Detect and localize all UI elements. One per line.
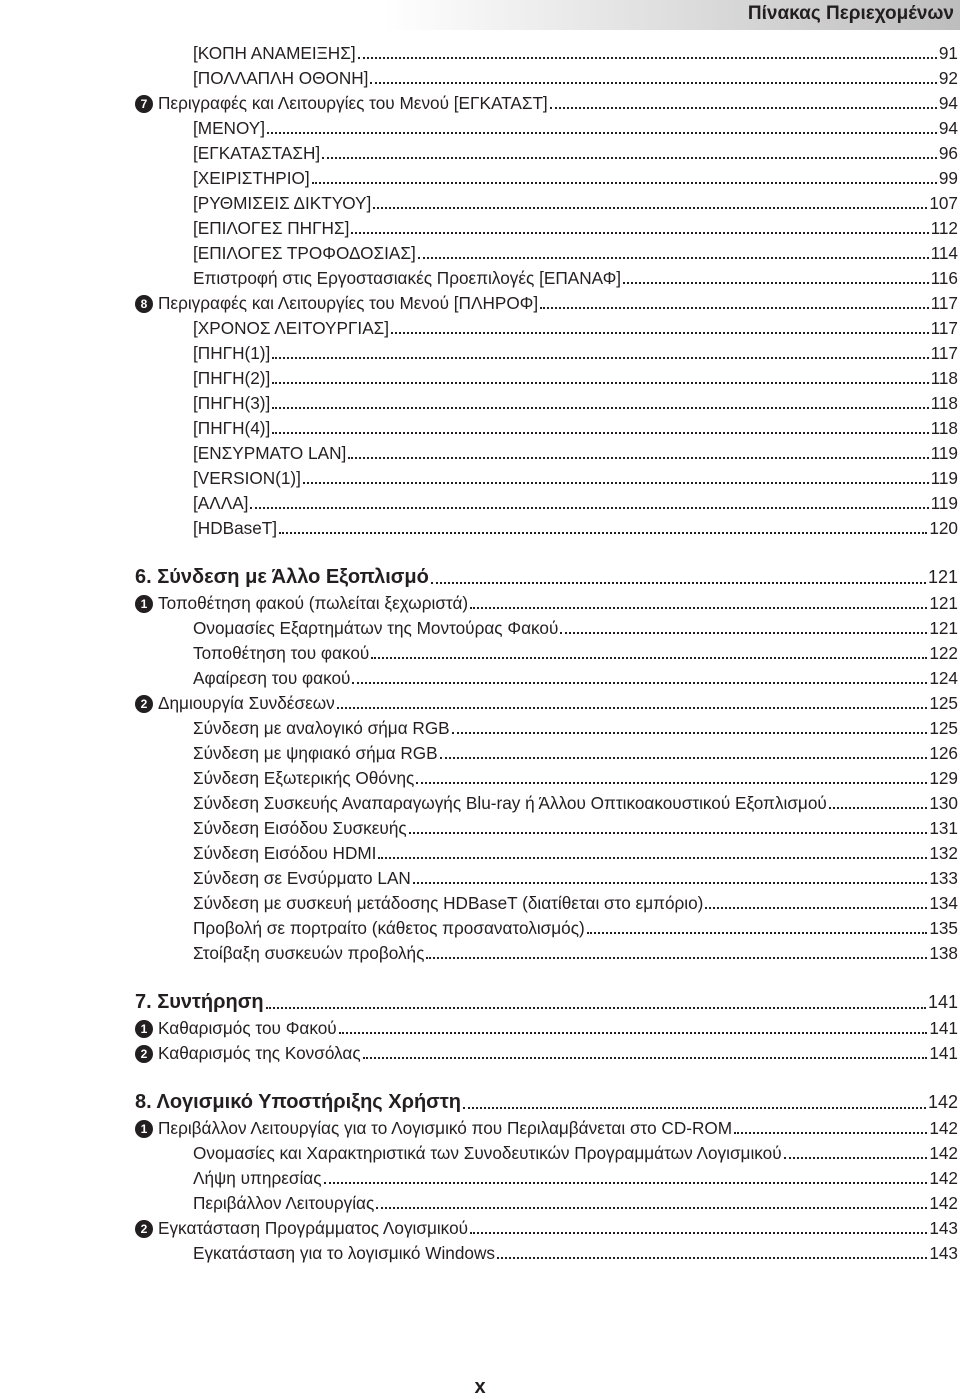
toc-page-number: 125 [929,693,958,713]
toc-page-number: 141 [929,1018,958,1038]
dot-leader [279,532,927,534]
toc-page-number: 143 [929,1218,958,1238]
toc-entry-label: Σύνδεση Συσκευής Αναπαραγωγής Blu-ray ή Άλλου Οπτικοακουστικού Εξοπλισμού [193,793,827,813]
toc-subsection-entry[interactable] [0,1166,960,1191]
dot-leader [452,732,928,734]
dot-leader [303,482,929,484]
toc-subsection-entry[interactable] [0,616,960,641]
dot-leader [497,1257,927,1259]
dot-leader [560,632,927,634]
toc-page-number: 112 [930,218,958,238]
dot-leader [587,932,928,934]
toc-page-number: 116 [930,268,958,288]
section-gap [0,541,960,563]
dot-leader [440,757,928,759]
toc-page-number: 91 [938,43,958,63]
toc-entry-label: Δημιουργία Συνδέσεων [158,693,335,713]
toc-entry-label: [ΠΗΓΗ(3)] [193,393,271,413]
toc-page-number: 99 [938,168,958,188]
toc-subsection-entry[interactable] [0,1191,960,1216]
page-number: x [474,1376,486,1398]
section-gap [0,966,960,988]
toc-page-number: 125 [929,718,958,738]
dot-leader [339,1032,928,1034]
toc-subsection-entry[interactable] [0,216,960,241]
toc-section-entry[interactable] [0,1016,960,1041]
toc-subsection-entry[interactable] [0,316,960,341]
toc-page-number: 133 [929,868,958,888]
toc-entry-label: Σύνδεση Εξωτερικής Οθόνης [193,768,415,788]
toc-page-number: 117 [930,343,958,363]
toc-entry-label: [ΕΠΙΛΟΓΕΣ ΠΗΓΗΣ] [193,218,350,238]
toc-subsection-entry[interactable] [0,41,960,66]
toc-subsection-entry[interactable] [0,441,960,466]
toc-page-number: 132 [929,843,958,863]
toc-subsection-entry[interactable] [0,66,960,91]
dot-leader [322,157,937,159]
toc-subsection-entry[interactable] [0,391,960,416]
toc-page-number: 134 [929,893,958,913]
dot-leader [370,82,936,84]
toc-page-number: 142 [929,1118,958,1138]
dot-leader [324,1182,928,1184]
dot-leader [351,232,928,234]
dot-leader [371,657,927,659]
dot-leader [540,307,928,309]
dot-leader [272,432,928,434]
toc-page-number: 114 [930,243,958,263]
toc-section-entry[interactable] [0,691,960,716]
toc-subsection-entry[interactable] [0,816,960,841]
dot-leader [373,207,927,209]
toc-subsection-entry[interactable] [0,941,960,966]
toc-entry-label: Σύνδεση Εισόδου HDMI [193,843,377,863]
dot-leader [272,407,928,409]
toc-subsection-entry[interactable] [0,141,960,166]
toc-entry-label: Περιβάλλον Λειτουργίας για το Λογισμικό που Περιλαμβάνεται στο CD-ROM [158,1118,733,1138]
toc-page-number: 143 [929,1243,958,1263]
toc-section-entry[interactable] [0,591,960,616]
section-number-badge: 1 [135,595,153,613]
toc-entry-label: Εγκατάσταση για το λογισμικό Windows [193,1243,495,1263]
toc-subsection-entry[interactable] [0,1141,960,1166]
dot-leader [266,1007,926,1009]
toc-page-number: 117 [930,318,958,338]
toc-entry-label: [ΠΟΛΛΑΠΛΗ ΟΘΟΝΗ] [193,68,369,88]
toc-entry-label: Εγκατάσταση Προγράμματος Λογισμικού [158,1218,469,1238]
toc-section-entry[interactable] [0,1041,960,1066]
toc-page-number: 107 [929,193,958,213]
dot-leader [550,107,937,109]
section-number-badge: 7 [135,95,153,113]
toc-entry-label: Σύνδεση Εισόδου Συσκευής [193,818,407,838]
toc-subsection-entry[interactable] [0,341,960,366]
toc-page-number: 141 [929,1043,958,1063]
toc-page-number: 121 [929,593,958,613]
dot-leader [272,382,928,384]
dot-leader [378,857,927,859]
dot-leader [409,832,928,834]
dot-leader [250,507,928,509]
toc-entry-label: Σύνδεση σε Ενσύρματο LAN [193,868,411,888]
toc-entry-label: Καθαρισμός της Κονσόλας [158,1043,361,1063]
toc-page-number: 119 [930,493,958,513]
dot-leader [267,132,937,134]
toc-page-number: 135 [929,918,958,938]
dot-leader [352,682,927,684]
dot-leader [463,1107,926,1109]
toc-entry-label: [ΠΗΓΗ(1)] [193,343,271,363]
toc-entry-label: Σύνδεση με συσκευή μετάδοσης HDBaseT (διατίθεται στο εμπόριο) [193,893,704,913]
toc-entry-label: Καθαρισμός του Φακού [158,1018,337,1038]
toc-entry-label: [VERSION(1)] [193,468,301,488]
toc-page-number: 142 [929,1168,958,1188]
toc-entry-label: Περιβάλλον Λειτουργίας [193,1193,375,1213]
toc-page-number: 119 [930,443,958,463]
toc-entry-label: [ΧΕΙΡΙΣΤΗΡΙΟ] [193,168,310,188]
dot-leader [358,57,937,59]
toc-page-number: 126 [929,743,958,763]
dot-leader [734,1132,927,1134]
toc-entry-label: [ΡΥΘΜΙΣΕΙΣ ΔΙΚΤΥΟΥ] [193,193,372,213]
toc-subsection-entry[interactable] [0,466,960,491]
section-gap [0,1066,960,1088]
toc-page-number: 121 [927,566,958,587]
dot-leader [272,357,928,359]
toc-subsection-entry[interactable] [0,166,960,191]
toc-entry-label: Ονομασίες και Χαρακτηριστικά των Συνοδευτικών Προγραμμάτων Λογισμικού [193,1143,782,1163]
toc-entry-label: Σύνδεση με ψηφιακό σήμα RGB [193,743,438,763]
toc-page-number: 124 [929,668,958,688]
toc-entry-label: Περιγραφές και Λειτουργίες του Μενού [ΕΓΚΑΤΑΣΤ] [158,93,548,113]
toc-entry-label: Τοποθέτηση φακού (πωλείται ξεχωριστά) [158,593,469,613]
toc-section-entry[interactable] [0,1216,960,1241]
dot-leader [416,782,927,784]
toc-entry-label: [ΕΓΚΑΤΑΣΤΑΣΗ] [193,143,321,163]
toc-page-number: 142 [927,1091,958,1112]
section-number-badge: 2 [135,695,153,713]
dot-leader [426,957,927,959]
toc-subsection-entry[interactable] [0,266,960,291]
toc-subsection-entry[interactable] [0,791,960,816]
toc-page-number: 94 [938,118,958,138]
toc-subsection-entry[interactable] [0,916,960,941]
dot-leader [705,907,927,909]
section-number-badge: 8 [135,295,153,313]
toc-entry-label: Επιστροφή στις Εργοστασιακές Προεπιλογές [ΕΠΑΝΑΦ] [193,268,622,288]
toc-entry-label: [ΚΟΠΗ ΑΝΑΜΕΙΞΗΣ] [193,43,356,63]
toc-page-number: 92 [938,68,958,88]
dot-leader [623,282,929,284]
toc-section-entry[interactable] [0,291,960,316]
dot-leader [312,182,937,184]
toc-page-number: 118 [930,418,958,438]
toc-page-number: 131 [929,818,958,838]
toc-page-number: 122 [929,643,958,663]
section-number-badge: 1 [135,1120,153,1138]
table-of-contents [0,41,960,1266]
toc-subsection-entry[interactable] [0,866,960,891]
dot-leader [376,1207,927,1209]
toc-chapter-entry[interactable] [0,988,960,1016]
toc-entry-label: [ΕΠΙΛΟΓΕΣ ΤΡΟΦΟΔΟΣΙΑΣ] [193,243,416,263]
toc-page-number: 142 [929,1143,958,1163]
toc-subsection-entry[interactable] [0,666,960,691]
header-title: Πίνακας Περιεχομένων [747,3,954,24]
toc-entry-label: Στοίβαξη συσκευών προβολής [193,943,425,963]
toc-entry-label: 7. Συντήρηση [135,990,264,1013]
toc-subsection-entry[interactable] [0,741,960,766]
toc-entry-label: [ΠΗΓΗ(4)] [193,418,271,438]
toc-chapter-entry[interactable] [0,1088,960,1116]
section-number-badge: 2 [135,1220,153,1238]
toc-page-number: 142 [929,1193,958,1213]
toc-subsection-entry[interactable] [0,641,960,666]
toc-entry-label: [ΧΡΟΝΟΣ ΛΕΙΤΟΥΡΓΙΑΣ] [193,318,390,338]
toc-subsection-entry[interactable] [0,491,960,516]
dot-leader [391,332,929,334]
dot-leader [470,607,927,609]
toc-page-number: 118 [930,368,958,388]
toc-page-number: 119 [930,468,958,488]
toc-subsection-entry[interactable] [0,766,960,791]
toc-entry-label: Τοποθέτηση του φακού [193,643,370,663]
toc-subsection-entry[interactable] [0,891,960,916]
toc-page-number: 129 [929,768,958,788]
toc-page-number: 141 [927,991,958,1012]
toc-entry-label: [ΜΕΝΟΥ] [193,118,266,138]
toc-subsection-entry[interactable] [0,416,960,441]
dot-leader [363,1057,928,1059]
dot-leader [829,807,928,809]
toc-entry-label: 6. Σύνδεση με Άλλο Εξοπλισμό [135,565,429,588]
toc-subsection-entry[interactable] [0,716,960,741]
toc-entry-label: Σύνδεση με αναλογικό σήμα RGB [193,718,450,738]
toc-page-number: 130 [929,793,958,813]
toc-section-entry[interactable] [0,1116,960,1141]
dot-leader [413,882,927,884]
section-number-badge: 1 [135,1020,153,1038]
toc-entry-label: Προβολή σε πορτραίτο (κάθετος προσανατολισμός) [193,918,585,938]
toc-entry-label: [ΕΝΣΥΡΜΑΤΟ LAN] [193,443,347,463]
toc-entry-label: 8. Λογισμικό Υποστήριξης Χρήστη [135,1090,462,1113]
dot-leader [348,457,928,459]
dot-leader [418,257,929,259]
dot-leader [784,1157,928,1159]
toc-subsection-entry[interactable] [0,241,960,266]
toc-chapter-entry[interactable] [0,563,960,591]
toc-page-number: 96 [938,143,958,163]
toc-page-number: 120 [929,518,958,538]
toc-entry-label: Λήψη υπηρεσίας [193,1168,322,1188]
toc-page-number: 117 [930,293,958,313]
toc-page-number: 138 [929,943,958,963]
dot-leader [470,1232,927,1234]
toc-subsection-entry[interactable] [0,1241,960,1266]
toc-section-entry[interactable] [0,91,960,116]
dot-leader [337,707,928,709]
toc-entry-label: Ονομασίες Εξαρτημάτων της Μοντούρας Φακού [193,618,559,638]
toc-entry-label: [ΠΗΓΗ(2)] [193,368,271,388]
toc-page-number: 121 [929,618,958,638]
toc-subsection-entry[interactable] [0,516,960,541]
toc-subsection-entry[interactable] [0,191,960,216]
toc-subsection-entry[interactable] [0,366,960,391]
toc-page-number: 94 [938,93,958,113]
toc-entry-label: Αφαίρεση του φακού [193,668,351,688]
page-header [0,0,960,30]
dot-leader [431,582,926,584]
toc-entry-label: [ΑΛΛΑ] [193,493,249,513]
toc-entry-label: Περιγραφές και Λειτουργίες του Μενού [ΠΛΗΡΟΦ] [158,293,539,313]
toc-page-number: 118 [930,393,958,413]
toc-subsection-entry[interactable] [0,841,960,866]
toc-subsection-entry[interactable] [0,116,960,141]
section-number-badge: 2 [135,1045,153,1063]
toc-entry-label: [HDBaseT] [193,518,278,538]
